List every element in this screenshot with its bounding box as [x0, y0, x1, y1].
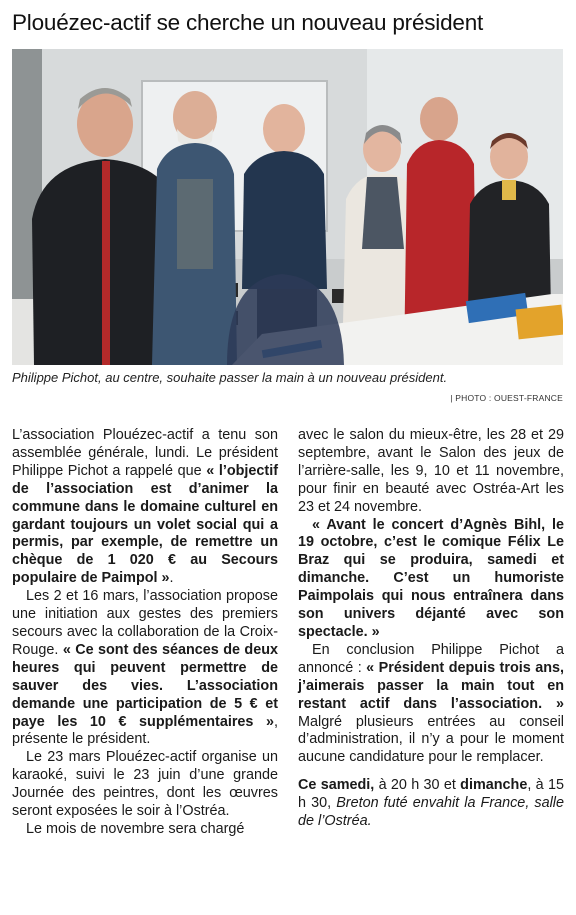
- paragraph: L’association Plouézec-actif a tenu son assemblée générale, lundi. Le président Philippe Pichot a rappelé que « l’objectif de l’association est d’animer la commune dans le domaine culturel en gardant toujours un volet social qui a permis, par exemple, de remettre un chèque de 1 020 € au Secours populaire de Paimpol ».: [12, 427, 278, 587]
- article-column-left: [12, 427, 278, 839]
- event-info: Ce samedi, à 20 h 30 et dimanche, à 15 h 30, Breton futé envahit la France, salle de l’Ostréa.: [298, 777, 564, 830]
- paragraph-quote: « Avant le concert d’Agnès Bihl, le 19 octobre, c’est le comique Félix Le Braz qui se produira, samedi et dimanche. C’est un humoriste Paimpolais qui nous entraînera dans son univers déjanté avec son spectacle. »: [298, 516, 564, 640]
- paragraph: avec le salon du mieux-être, les 28 et 29 septembre, avant le Salon des jeux de l’arrière-salle, les 9, 10 et 11 novembre, pour finir en beauté avec Ostréa-Art les 23 et 24 novembre.: [298, 427, 564, 515]
- article-headline: Plouézec-actif se cherche un nouveau président: [12, 10, 484, 35]
- article-photo: [12, 49, 563, 365]
- article-column-right: [298, 427, 564, 831]
- paragraph: Le 23 mars Plouézec-actif organise un karaoké, suivi le 23 juin d’une grande Journée des peintres, dont les œuvres seront exposées le soir à l’Ostréa.: [12, 749, 278, 820]
- paragraph: Les 2 et 16 mars, l’association propose une initiation aux gestes des premiers secours avec la collaboration de la Croix-Rouge. « Ce sont des séances de deux heures qui peuvent permettre de sauver des vies. L’association demande une participation de 5 € et paye les 10 € supplémentaires », présente le président.: [12, 588, 278, 748]
- paragraph: En conclusion Philippe Pichot a annoncé : « Président depuis trois ans, j’aimerais passer la main tout en restant actif dans l’association. » Malgré plusieurs entrées au conseil d’administration, il n’y a pour le moment aucune candidature pour le remplacer.: [298, 641, 564, 766]
- photo-caption: Philippe Pichot, au centre, souhaite passer la main à un nouveau président.: [12, 370, 448, 385]
- paragraph: Le mois de novembre sera chargé: [26, 820, 245, 837]
- photo-credit: | PHOTO : OUEST-FRANCE: [450, 393, 563, 403]
